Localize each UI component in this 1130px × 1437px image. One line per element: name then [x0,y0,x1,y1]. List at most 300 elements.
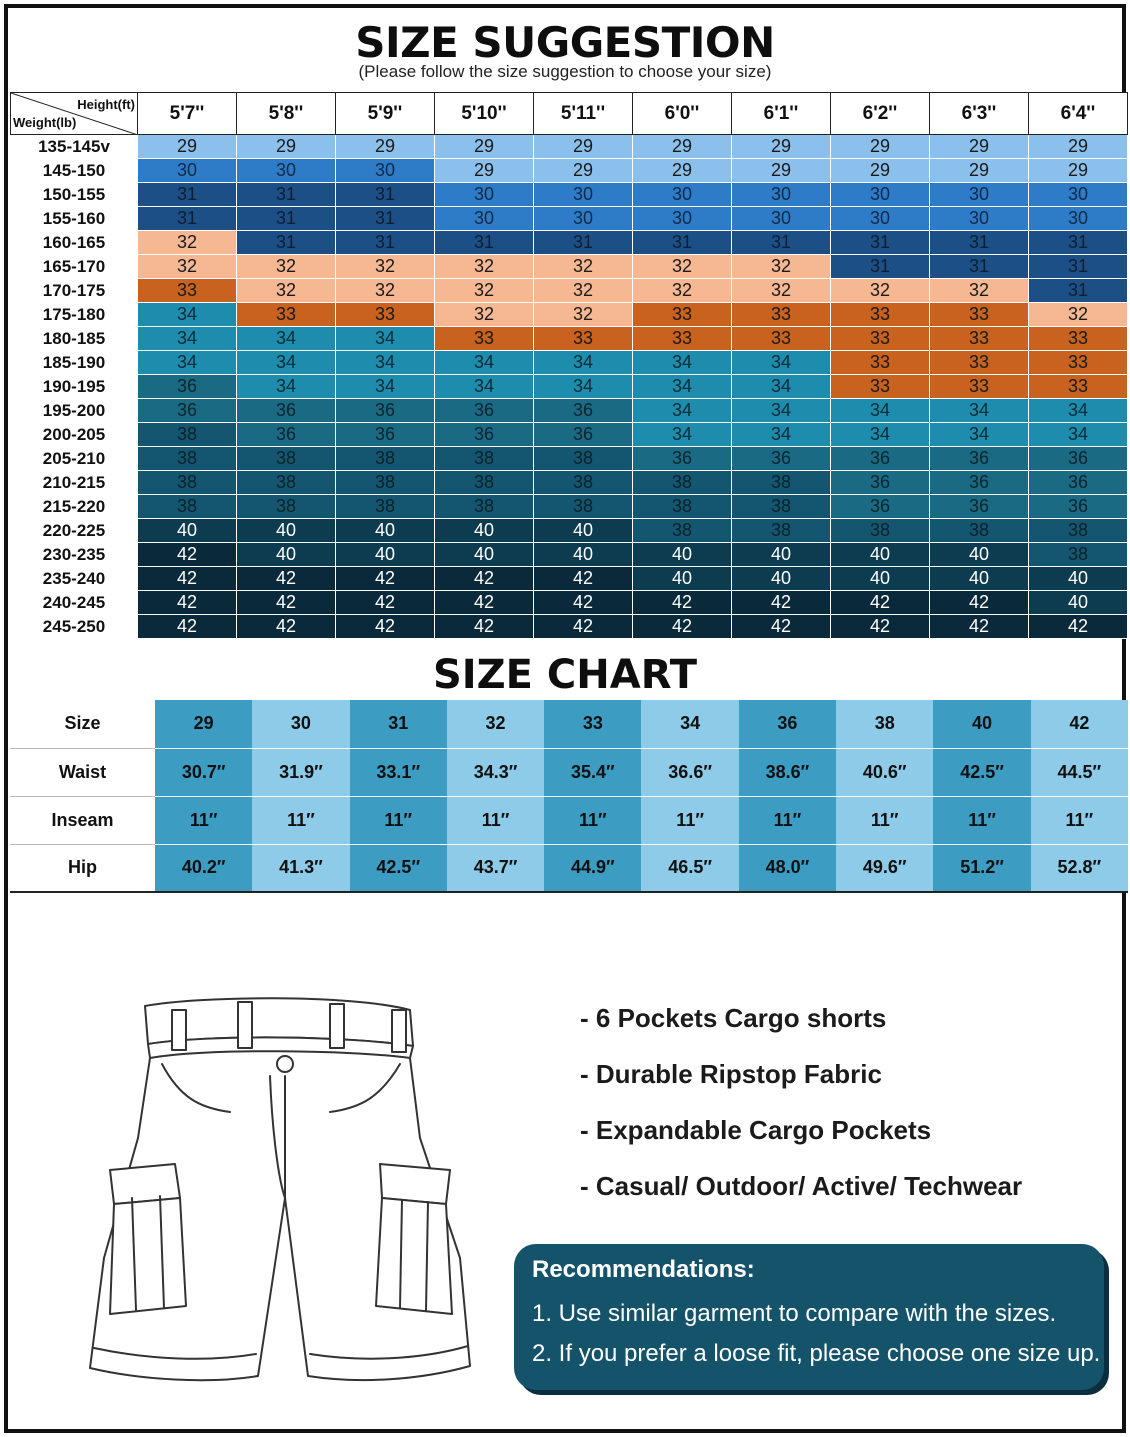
size-chart-cell: 33.1″ [350,748,447,796]
size-cell: 38 [138,471,237,495]
size-chart-cell: 11″ [252,796,349,844]
size-cell: 29 [930,135,1029,159]
size-cell: 34 [633,375,732,399]
table-row [11,543,1128,567]
size-cell: 38 [435,471,534,495]
size-cell: 30 [1029,183,1128,207]
size-chart-cell: 11″ [641,796,738,844]
page-frame [4,4,1126,1433]
size-cell: 40 [237,519,336,543]
size-cell: 34 [1029,399,1128,423]
size-chart-cell: 48.0″ [739,844,836,892]
size-cell: 40 [534,543,633,567]
size-cell: 31 [336,231,435,255]
size-chart-cell: 11″ [1031,796,1128,844]
size-cell: 40 [831,543,930,567]
size-cell: 29 [930,159,1029,183]
size-cell: 31 [930,255,1029,279]
size-chart-cell: 38 [836,700,933,748]
size-cell: 36 [138,399,237,423]
size-cell: 30 [732,207,831,231]
size-cell: 34 [633,423,732,447]
weight-label-cell: 175-180 [11,303,138,327]
size-chart-cell: 11″ [155,796,252,844]
size-cell: 29 [435,159,534,183]
size-cell: 32 [534,279,633,303]
height-header-cell: 5'9'' [336,93,435,135]
size-cell: 31 [1029,279,1128,303]
size-cell: 42 [237,591,336,615]
size-cell: 31 [435,231,534,255]
weight-label-cell: 210-215 [11,471,138,495]
weight-label-cell: 145-150 [11,159,138,183]
size-chart-cell: 11″ [933,796,1030,844]
size-cell: 38 [237,471,336,495]
weight-label-cell: 220-225 [11,519,138,543]
size-cell: 31 [138,207,237,231]
size-cell: 40 [435,519,534,543]
size-chart-cell: 36.6″ [641,748,738,796]
size-cell: 33 [831,327,930,351]
size-cell: 38 [435,447,534,471]
size-cell: 31 [1029,255,1128,279]
weight-label-cell: 245-250 [11,615,138,639]
size-cell: 42 [930,591,1029,615]
weight-axis-label: Weight(lb) [13,115,77,130]
size-cell: 40 [435,543,534,567]
size-chart-body [10,700,1128,892]
size-chart-cell: 46.5″ [641,844,738,892]
size-cell: 42 [633,591,732,615]
table-row [11,351,1128,375]
size-cell: 36 [336,423,435,447]
size-chart-cell: 31 [350,700,447,748]
size-cell: 42 [138,591,237,615]
size-cell: 38 [534,495,633,519]
size-cell: 36 [534,399,633,423]
size-cell: 40 [732,543,831,567]
size-cell: 34 [732,375,831,399]
feature-list [580,998,1022,1222]
size-cell: 34 [732,351,831,375]
size-cell: 42 [831,591,930,615]
table-corner [11,93,138,135]
size-cell: 42 [435,567,534,591]
table-row [11,303,1128,327]
size-cell: 31 [831,255,930,279]
size-chart-cell: 11″ [836,796,933,844]
table-row [11,183,1128,207]
recommendations-box [514,1244,1104,1390]
size-cell: 31 [1029,231,1128,255]
size-chart-cell: 52.8″ [1031,844,1128,892]
size-chart-cell: 42 [1031,700,1128,748]
size-cell: 31 [237,183,336,207]
size-chart-cell: 44.5″ [1031,748,1128,796]
table-row [11,207,1128,231]
weight-label-cell: 240-245 [11,591,138,615]
size-cell: 30 [930,183,1029,207]
cargo-shorts-sketch [80,988,480,1408]
table-row [11,159,1128,183]
size-cell: 31 [930,231,1029,255]
size-chart-table [10,700,1128,893]
height-header-cell: 6'1'' [732,93,831,135]
size-chart-cell: 44.9″ [544,844,641,892]
height-axis-label: Height(ft) [77,97,135,112]
size-cell: 42 [732,591,831,615]
recommendation-line: 2. If you prefer a loose fit, please choose one size up. [532,1340,1101,1367]
size-cell: 33 [138,279,237,303]
size-cell: 29 [831,135,930,159]
height-header-row [11,93,1128,135]
size-chart-cell: 30.7″ [155,748,252,796]
size-cell: 31 [138,183,237,207]
size-chart-cell: 31.9″ [252,748,349,796]
table-row [11,231,1128,255]
size-cell: 33 [831,351,930,375]
size-cell: 30 [1029,207,1128,231]
size-chart-cell: 42.5″ [350,844,447,892]
size-cell: 40 [1029,567,1128,591]
size-cell: 33 [1029,375,1128,399]
size-cell: 36 [930,471,1029,495]
size-cell: 40 [237,543,336,567]
size-cell: 38 [138,447,237,471]
size-cell: 40 [831,567,930,591]
weight-label-cell: 135-145v [11,135,138,159]
size-cell: 40 [633,543,732,567]
table-row [11,423,1128,447]
size-cell: 38 [336,495,435,519]
size-cell: 33 [930,375,1029,399]
table-row [11,279,1128,303]
size-cell: 42 [138,567,237,591]
size-cell: 36 [732,447,831,471]
size-cell: 30 [336,159,435,183]
weight-label-cell: 215-220 [11,495,138,519]
size-cell: 29 [831,159,930,183]
weight-label-cell: 230-235 [11,543,138,567]
size-cell: 32 [831,279,930,303]
size-chart-title: SIZE CHART [432,652,698,698]
size-cell: 32 [633,255,732,279]
size-cell: 30 [237,159,336,183]
size-cell: 42 [336,567,435,591]
size-cell: 32 [534,255,633,279]
size-chart-cell: 32 [447,700,544,748]
size-cell: 38 [1029,543,1128,567]
size-chart-cell: 11″ [739,796,836,844]
size-cell: 34 [1029,423,1128,447]
size-cell: 34 [237,351,336,375]
size-cell: 33 [534,327,633,351]
size-chart-cell: 30 [252,700,349,748]
page-title: SIZE SUGGESTION [355,18,775,67]
table-row [11,447,1128,471]
size-cell: 34 [237,375,336,399]
size-cell: 32 [930,279,1029,303]
size-cell: 38 [633,495,732,519]
size-cell: 32 [237,279,336,303]
size-cell: 31 [633,231,732,255]
size-cell: 33 [930,351,1029,375]
size-cell: 34 [831,423,930,447]
size-cell: 34 [138,303,237,327]
size-cell: 42 [336,615,435,639]
size-cell: 38 [732,471,831,495]
size-cell: 29 [138,135,237,159]
weight-label-cell: 170-175 [11,279,138,303]
size-cell: 36 [831,471,930,495]
size-chart-row-waist [10,748,1128,796]
size-cell: 33 [633,327,732,351]
size-cell: 36 [633,447,732,471]
size-cell: 34 [633,399,732,423]
feature-item: - Expandable Cargo Pockets [580,1115,932,1145]
size-chart-row-label: Inseam [10,796,155,844]
weight-label-cell: 185-190 [11,351,138,375]
size-cell: 29 [336,135,435,159]
size-cell: 38 [237,495,336,519]
size-cell: 30 [831,207,930,231]
size-cell: 36 [534,423,633,447]
height-header-cell: 6'2'' [831,93,930,135]
table-row [11,375,1128,399]
size-cell: 40 [534,519,633,543]
size-cell: 33 [336,303,435,327]
size-cell: 40 [1029,591,1128,615]
recommendations-title: Recommendations: [532,1256,755,1283]
size-cell: 32 [435,303,534,327]
size-cell: 40 [732,567,831,591]
table-row [11,591,1128,615]
size-cell: 36 [237,423,336,447]
size-cell: 42 [534,591,633,615]
size-cell: 42 [138,543,237,567]
size-cell: 30 [435,207,534,231]
size-cell: 38 [534,447,633,471]
size-cell: 30 [831,183,930,207]
size-suggestion-body [11,135,1128,639]
size-cell: 33 [633,303,732,327]
table-row [11,519,1128,543]
size-cell: 36 [138,375,237,399]
size-cell: 29 [1029,135,1128,159]
size-cell: 38 [1029,519,1128,543]
size-cell: 38 [633,471,732,495]
size-cell: 42 [633,615,732,639]
size-chart-cell: 35.4″ [544,748,641,796]
size-chart-cell: 42.5″ [933,748,1030,796]
size-cell: 30 [633,207,732,231]
size-cell: 31 [534,231,633,255]
size-cell: 33 [237,303,336,327]
size-chart-row-label: Hip [10,844,155,892]
size-cell: 36 [435,399,534,423]
size-cell: 34 [534,351,633,375]
size-cell: 33 [435,327,534,351]
weight-label-cell: 165-170 [11,255,138,279]
recommendation-line: 1. Use similar garment to compare with the sizes. [532,1300,1057,1327]
size-cell: 33 [930,327,1029,351]
size-cell: 29 [633,135,732,159]
page-subtitle: (Please follow the size suggestion to choose your size) [358,62,772,81]
size-cell: 30 [534,183,633,207]
size-cell: 30 [930,207,1029,231]
weight-label-cell: 200-205 [11,423,138,447]
size-cell: 34 [138,327,237,351]
size-cell: 38 [831,519,930,543]
size-cell: 32 [336,255,435,279]
size-cell: 32 [138,255,237,279]
size-cell: 33 [1029,351,1128,375]
size-cell: 40 [138,519,237,543]
size-cell: 42 [534,567,633,591]
size-cell: 34 [831,399,930,423]
size-chart-cell: 51.2″ [933,844,1030,892]
size-cell: 34 [534,375,633,399]
size-cell: 38 [138,423,237,447]
size-cell: 32 [534,303,633,327]
weight-label-cell: 150-155 [11,183,138,207]
size-cell: 40 [633,567,732,591]
table-row [11,255,1128,279]
size-chart-cell: 36 [739,700,836,748]
feature-item: - Durable Ripstop Fabric [580,1059,882,1089]
table-row [11,135,1128,159]
size-cell: 36 [930,495,1029,519]
size-cell: 29 [435,135,534,159]
height-header-cell: 6'3'' [930,93,1029,135]
size-cell: 42 [534,615,633,639]
weight-label-cell: 180-185 [11,327,138,351]
size-chart-cell: 11″ [447,796,544,844]
size-cell: 42 [831,615,930,639]
size-cell: 34 [732,399,831,423]
size-cell: 34 [930,423,1029,447]
table-row [11,615,1128,639]
size-chart-row-label: Waist [10,748,155,796]
size-cell: 36 [1029,495,1128,519]
size-cell: 31 [732,231,831,255]
size-chart-row-inseam [10,796,1128,844]
feature-item: - Casual/ Outdoor/ Active/ Techwear [580,1171,1023,1201]
size-cell: 34 [732,423,831,447]
size-cell: 38 [237,447,336,471]
size-cell: 40 [336,543,435,567]
size-cell: 38 [930,519,1029,543]
size-cell: 42 [138,615,237,639]
size-cell: 29 [732,159,831,183]
size-cell: 31 [831,231,930,255]
size-cell: 29 [534,135,633,159]
size-cell: 34 [336,351,435,375]
size-cell: 30 [633,183,732,207]
table-row [11,567,1128,591]
table-row [11,495,1128,519]
size-cell: 36 [336,399,435,423]
size-cell: 31 [336,207,435,231]
size-cell: 36 [1029,447,1128,471]
size-chart-cell: 40.6″ [836,748,933,796]
size-cell: 42 [930,615,1029,639]
size-cell: 38 [336,447,435,471]
size-chart-cell: 34.3″ [447,748,544,796]
size-chart-cell: 40.2″ [155,844,252,892]
size-cell: 33 [732,303,831,327]
table-row [11,471,1128,495]
size-cell: 29 [534,159,633,183]
weight-label-cell: 235-240 [11,567,138,591]
size-chart-cell: 38.6″ [739,748,836,796]
size-cell: 38 [534,471,633,495]
size-chart-cell: 11″ [350,796,447,844]
weight-label-cell: 195-200 [11,399,138,423]
size-cell: 30 [138,159,237,183]
height-header-cell: 5'7'' [138,93,237,135]
size-cell: 29 [633,159,732,183]
size-cell: 34 [930,399,1029,423]
height-header-cell: 6'0'' [633,93,732,135]
size-chart-cell: 49.6″ [836,844,933,892]
size-chart-cell: 43.7″ [447,844,544,892]
size-cell: 36 [237,399,336,423]
height-header-cell: 5'8'' [237,93,336,135]
size-chart-row-size [10,700,1128,748]
size-cell: 32 [435,279,534,303]
size-cell: 34 [435,375,534,399]
size-chart-row-label: Size [10,700,155,748]
size-cell: 32 [237,255,336,279]
feature-item: - 6 Pockets Cargo shorts [580,1003,887,1033]
size-cell: 36 [435,423,534,447]
size-cell: 34 [435,351,534,375]
weight-label-cell: 160-165 [11,231,138,255]
size-cell: 38 [138,495,237,519]
size-chart-cell: 41.3″ [252,844,349,892]
size-cell: 29 [1029,159,1128,183]
size-suggestion-table [10,92,1128,639]
size-cell: 42 [435,615,534,639]
size-cell: 32 [732,255,831,279]
size-cell: 31 [237,231,336,255]
size-chart-row-hip [10,844,1128,892]
size-cell: 34 [237,327,336,351]
size-cell: 32 [336,279,435,303]
size-cell: 38 [732,495,831,519]
height-header-cell: 6'4'' [1029,93,1128,135]
size-cell: 32 [633,279,732,303]
size-cell: 38 [732,519,831,543]
size-cell: 32 [138,231,237,255]
size-cell: 42 [1029,615,1128,639]
size-cell: 30 [732,183,831,207]
height-header-cell: 5'11'' [534,93,633,135]
size-chart-cell: 33 [544,700,641,748]
size-cell: 34 [336,327,435,351]
size-cell: 33 [831,375,930,399]
size-cell: 42 [336,591,435,615]
size-cell: 32 [1029,303,1128,327]
size-cell: 36 [930,447,1029,471]
size-cell: 33 [831,303,930,327]
table-row [11,327,1128,351]
size-cell: 42 [435,591,534,615]
size-cell: 42 [237,615,336,639]
weight-label-cell: 205-210 [11,447,138,471]
size-chart-cell: 29 [155,700,252,748]
